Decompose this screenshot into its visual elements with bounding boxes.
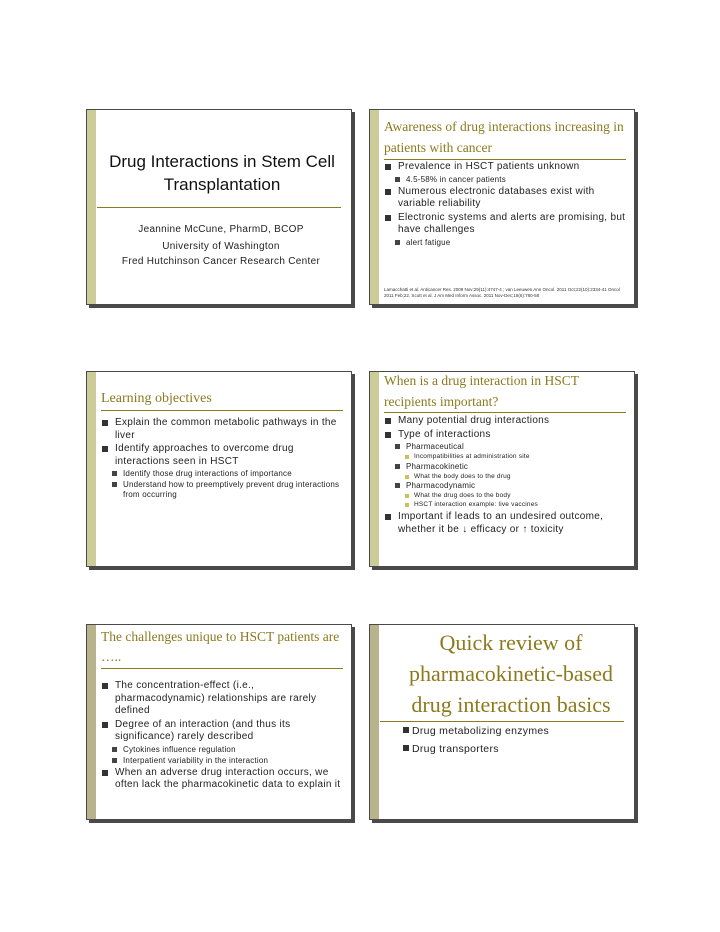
bullet: Type of interactions [384, 429, 628, 442]
bullet-list [101, 417, 345, 501]
bullet: Degree of an interaction (and thus its significance) rarely described [101, 719, 345, 744]
sub-bullet: 4.5-58% in cancer patients [384, 175, 628, 185]
slide-3 [86, 371, 352, 567]
bullet: Drug transporters [402, 742, 628, 756]
title-rule [101, 668, 343, 669]
slide-sidebar [87, 372, 96, 566]
sub-bullet: alert fatigue [384, 238, 628, 248]
title-rule [101, 410, 343, 411]
slide-title: When is a drug interaction in HSCT recipients important? [384, 373, 579, 409]
slide-4 [369, 371, 635, 567]
author: Jeannine McCune, PharmD, BCOP [138, 224, 304, 235]
slide-5 [86, 624, 352, 820]
slide-1 [86, 109, 352, 305]
slide-6 [369, 624, 635, 820]
bullet-list [402, 724, 628, 757]
bullet: Identify approaches to overcome drug interactions seen in HSCT [101, 443, 345, 468]
slide-sidebar [370, 372, 379, 566]
bullet: The concentration-effect (i.e., pharmacodynamic) relationships are rarely defined [101, 680, 345, 718]
slide-title: The challenges unique to HSCT patients are ….. [101, 629, 340, 664]
title-rule [380, 721, 624, 722]
slide-title: Drug Interactions in Stem Cell Transplantation [109, 152, 335, 194]
slide-sidebar [87, 625, 96, 819]
bullet: Many potential drug interactions [384, 415, 628, 428]
bullet: Numerous electronic databases exist with variable reliability [384, 186, 628, 211]
slide-title: Quick review of pharmacokinetic-based drug interaction basics [408, 630, 613, 717]
sub-bullet: Pharmacokinetic [384, 462, 628, 472]
slide-sidebar [370, 110, 379, 304]
bullet-list [101, 680, 345, 793]
sub-sub-bullet: What the drug does to the body [384, 492, 628, 501]
bullet: Important if leads to an undesired outcome, whether it be ↓ efficacy or ↑ toxicity [384, 511, 628, 536]
slide-sidebar [370, 625, 379, 819]
bullet-list [384, 415, 628, 537]
slide-sidebar [87, 110, 96, 304]
bullet: Electronic systems and alerts are promising, but have challenges [384, 212, 628, 237]
slide-title: Learning objectives [101, 391, 212, 406]
slide-2 [369, 109, 635, 305]
title-rule [384, 159, 626, 160]
bullet-list [384, 161, 628, 249]
slide-title: Awareness of drug interactions increasing in patients with cancer [384, 119, 624, 155]
sub-sub-bullet: HSCT interaction example: live vaccines [384, 501, 628, 510]
sub-bullet: Identify those drug interactions of importance [101, 469, 345, 479]
bullet: When an adverse drug interaction occurs, we often lack the pharmacokinetic data to explain it [101, 767, 345, 792]
bullet: Drug metabolizing enzymes [402, 724, 628, 738]
sub-sub-bullet: What the body does to the drug [384, 473, 628, 482]
sub-bullet: Understand how to preemptively prevent drug interactions from occurring [101, 480, 345, 500]
bullet: Prevalence in HSCT patients unknown [384, 161, 628, 174]
sub-bullet: Pharmaceutical [384, 442, 628, 452]
affiliation-1: University of Washington [162, 241, 280, 252]
bullet: Explain the common metabolic pathways in the liver [101, 417, 345, 442]
title-rule [97, 207, 341, 208]
sub-sub-bullet: Incompatibilities at administration site [384, 453, 628, 462]
sub-bullet: Interpatient variability in the interaction [101, 756, 345, 766]
sub-bullet: Cytokines influence regulation [101, 745, 345, 755]
title-rule [384, 412, 626, 413]
affiliation-2: Fred Hutchinson Cancer Research Center [121, 256, 321, 267]
sub-bullet: Pharmacodynamic [384, 481, 628, 491]
citation: Lamacchatti et al. Anticancer Res. 2009 Nov;29(11):4747-4 ; van Leeuwen Ann Oncol. 2011 Oct;22(10):2334-41 Oncol 2011 Feb;22, Scott et al. J Am Med Inform Assoc. 2011 Nov-Dec;18(6):780-58 [384, 287, 620, 298]
